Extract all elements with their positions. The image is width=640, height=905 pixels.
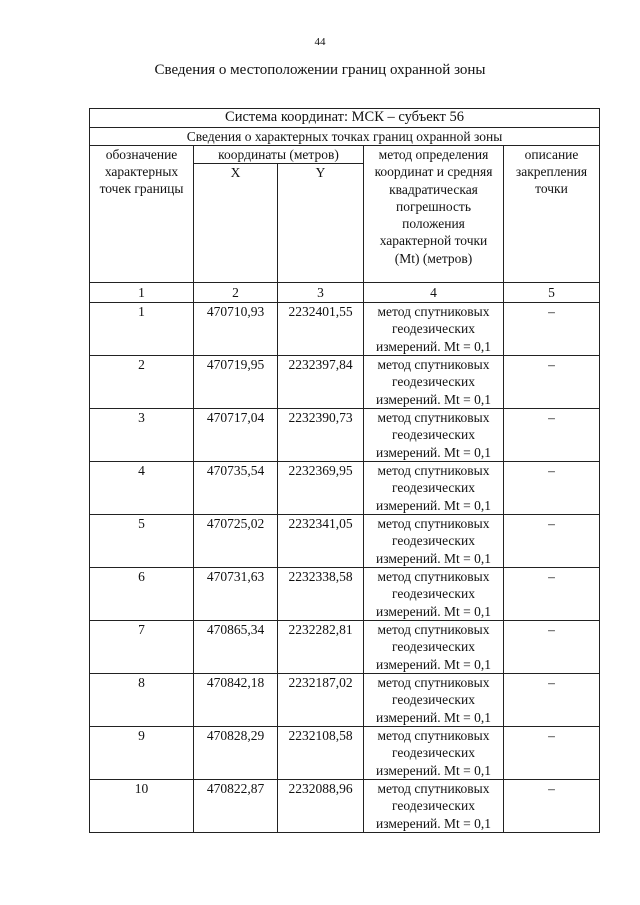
description-cell: – — [504, 780, 600, 833]
y-coordinate-cell: 2232390,73 — [278, 409, 364, 462]
x-coordinate-cell: 470710,93 — [194, 303, 278, 356]
column-number: 3 — [278, 283, 364, 303]
coordinates-header: координаты (метров) — [194, 146, 364, 164]
y-header: Y — [278, 164, 364, 283]
description-cell: – — [504, 303, 600, 356]
point-number-cell: 1 — [90, 303, 194, 356]
column-numbers-row — [90, 283, 600, 303]
y-coordinate-cell: 2232088,96 — [278, 780, 364, 833]
y-coordinate-cell: 2232341,05 — [278, 515, 364, 568]
description-cell: – — [504, 409, 600, 462]
method-cell: метод спутниковых геодезических измерений. Mt = 0,1 — [364, 462, 504, 515]
page-number: 44 — [314, 36, 326, 48]
column-number: 4 — [364, 283, 504, 303]
x-coordinate-cell: 470725,02 — [194, 515, 278, 568]
description-cell: – — [504, 515, 600, 568]
y-coordinate-cell: 2232282,81 — [278, 621, 364, 674]
point-number-cell: 7 — [90, 621, 194, 674]
description-cell: – — [504, 568, 600, 621]
method-cell: метод спутниковых геодезических измерений. Mt = 0,1 — [364, 674, 504, 727]
table-row — [90, 568, 600, 621]
x-header: X — [194, 164, 278, 283]
system-row — [90, 109, 600, 128]
points-info-cell: Сведения о характерных точках границ охранной зоны — [90, 128, 600, 146]
method-cell: метод спутниковых геодезических измерений. Mt = 0,1 — [364, 303, 504, 356]
y-coordinate-cell: 2232108,58 — [278, 727, 364, 780]
description-cell: – — [504, 462, 600, 515]
designation-header: обозначение характерных точек границы — [90, 146, 194, 283]
boundary-points-table — [89, 108, 600, 833]
column-number: 5 — [504, 283, 600, 303]
column-number: 1 — [90, 283, 194, 303]
method-cell: метод спутниковых геодезических измерений. Mt = 0,1 — [364, 727, 504, 780]
header-row-1 — [90, 146, 600, 164]
table-row — [90, 727, 600, 780]
description-cell: – — [504, 727, 600, 780]
y-coordinate-cell: 2232338,58 — [278, 568, 364, 621]
method-cell: метод спутниковых геодезических измерений. Mt = 0,1 — [364, 515, 504, 568]
point-number-cell: 5 — [90, 515, 194, 568]
y-coordinate-cell: 2232369,95 — [278, 462, 364, 515]
method-cell: метод спутниковых геодезических измерений. Mt = 0,1 — [364, 780, 504, 833]
table-row — [90, 409, 600, 462]
x-coordinate-cell: 470717,04 — [194, 409, 278, 462]
x-coordinate-cell: 470731,63 — [194, 568, 278, 621]
point-number-cell: 8 — [90, 674, 194, 727]
point-number-cell: 10 — [90, 780, 194, 833]
table-row — [90, 674, 600, 727]
point-number-cell: 6 — [90, 568, 194, 621]
method-cell: метод спутниковых геодезических измерений. Mt = 0,1 — [364, 356, 504, 409]
table-row — [90, 780, 600, 833]
point-number-cell: 9 — [90, 727, 194, 780]
x-coordinate-cell: 470828,29 — [194, 727, 278, 780]
description-cell: – — [504, 356, 600, 409]
point-number-cell: 4 — [90, 462, 194, 515]
column-number: 2 — [194, 283, 278, 303]
point-number-cell: 3 — [90, 409, 194, 462]
method-cell: метод спутниковых геодезических измерений. Mt = 0,1 — [364, 409, 504, 462]
method-cell: метод спутниковых геодезических измерений. Mt = 0,1 — [364, 621, 504, 674]
table-row — [90, 515, 600, 568]
x-coordinate-cell: 470865,34 — [194, 621, 278, 674]
document-title: Сведения о местоположении границ охранной зоны — [154, 62, 486, 78]
y-coordinate-cell: 2232401,55 — [278, 303, 364, 356]
y-coordinate-cell: 2232397,84 — [278, 356, 364, 409]
table-row — [90, 356, 600, 409]
method-cell: метод спутниковых геодезических измерений. Mt = 0,1 — [364, 568, 504, 621]
table-row — [90, 621, 600, 674]
description-header: описание закрепления точки — [504, 146, 600, 283]
table-row — [90, 303, 600, 356]
x-coordinate-cell: 470822,87 — [194, 780, 278, 833]
x-coordinate-cell: 470842,18 — [194, 674, 278, 727]
x-coordinate-cell: 470735,54 — [194, 462, 278, 515]
method-header: метод определения координат и средняя квадратическая погрешность положения характерной точки (Mt) (метров) — [364, 146, 504, 283]
description-cell: – — [504, 621, 600, 674]
coordinate-system-cell: Система координат: МСК – субъект 56 — [90, 109, 600, 128]
x-coordinate-cell: 470719,95 — [194, 356, 278, 409]
info-row — [90, 128, 600, 146]
point-number-cell: 2 — [90, 356, 194, 409]
y-coordinate-cell: 2232187,02 — [278, 674, 364, 727]
description-cell: – — [504, 674, 600, 727]
table-row — [90, 462, 600, 515]
